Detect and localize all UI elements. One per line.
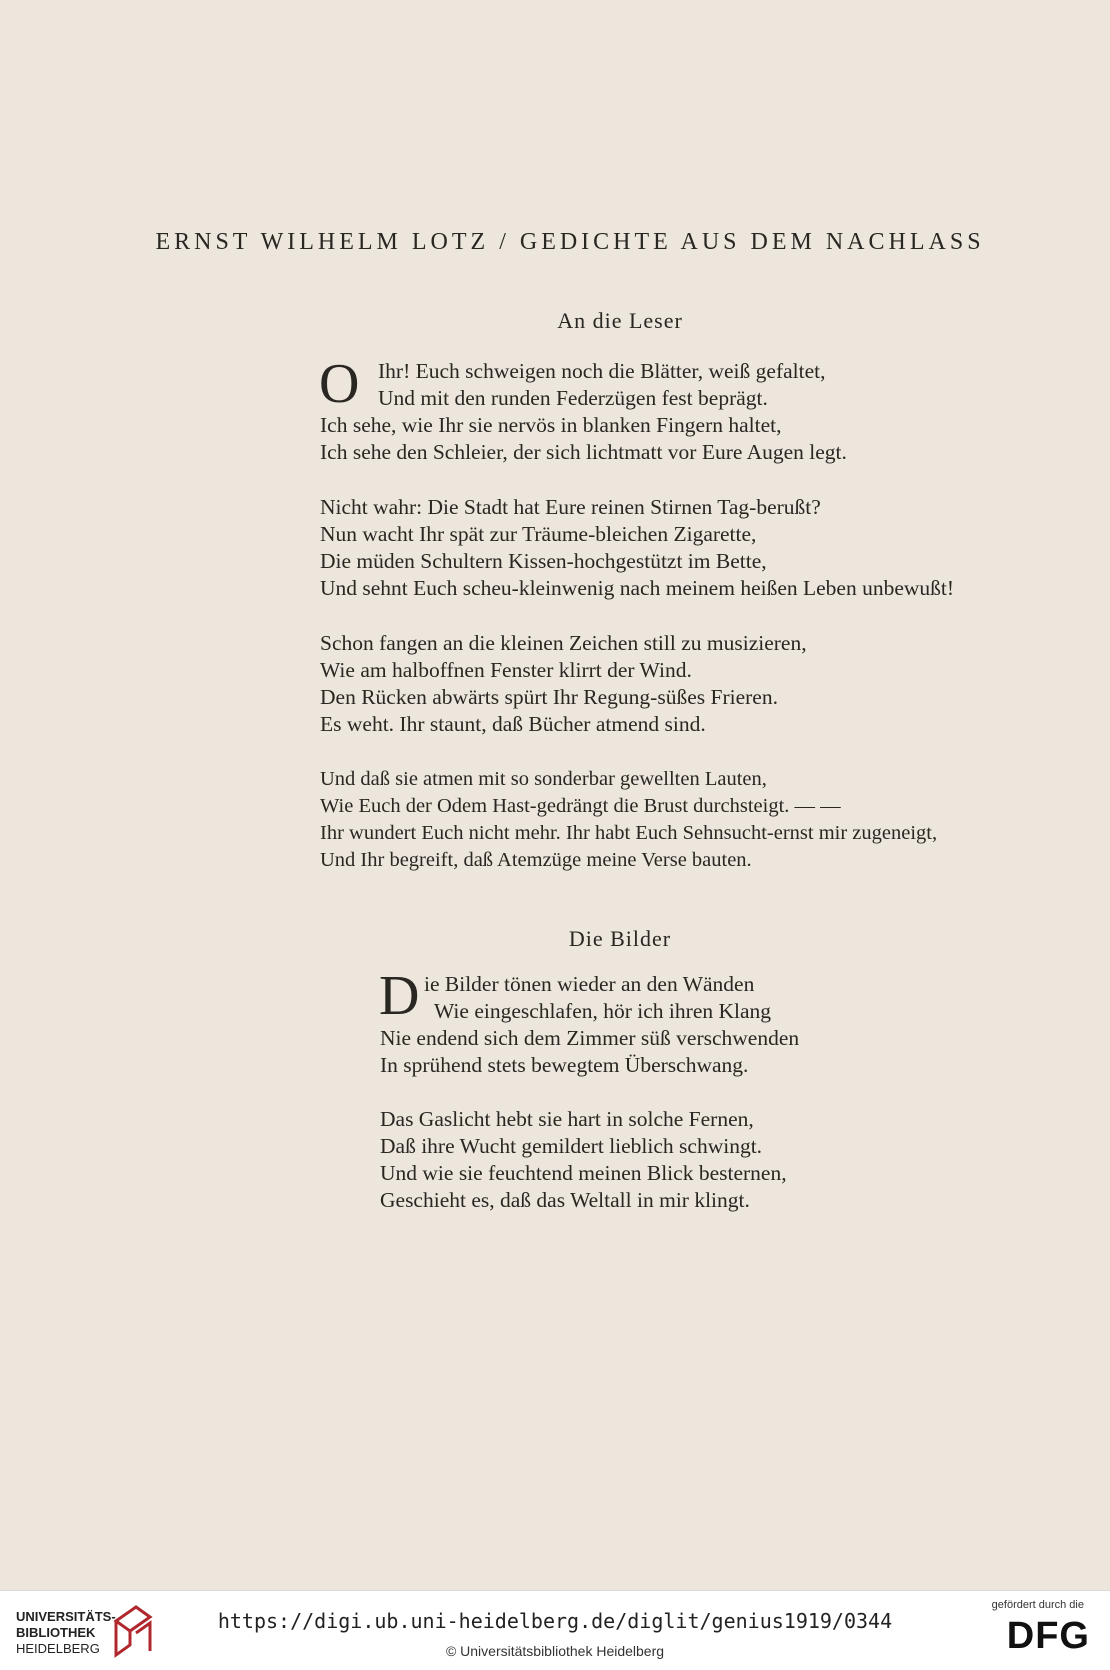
poem-title-die-bilder: Die Bilder bbox=[568, 926, 672, 951]
verse-line: Und mit den runden Federzügen fest beprägt. bbox=[378, 386, 768, 410]
stanza bbox=[320, 766, 937, 874]
permalink-url[interactable]: https://digi.ub.uni-heidelberg.de/diglit/genius1919/0344 bbox=[217, 1609, 893, 1633]
verse-line: Wie Euch der Odem Hast-gedrängt die Brust durchsteigt. — — bbox=[320, 795, 841, 817]
verse-line: Und Ihr begreift, daß Atemzüge meine Verse bauten. bbox=[320, 849, 752, 871]
logo-line: BIBLIOTHEK bbox=[16, 1625, 96, 1640]
verse-line: Das Gaslicht hebt sie hart in solche Fernen, bbox=[380, 1107, 754, 1131]
verse-line: Daß ihre Wucht gemildert lieblich schwingt. bbox=[380, 1134, 763, 1158]
verse-line: Ich sehe den Schleier, der sich lichtmatt vor Eure Augen legt. bbox=[320, 440, 847, 464]
stanza bbox=[319, 353, 847, 466]
verse-line: Und wie sie feuchtend meinen Blick besternen, bbox=[380, 1161, 787, 1185]
verse-line: Und sehnt Euch scheu-kleinwenig nach meinem heißen Leben unbewußt! bbox=[320, 576, 955, 600]
verse-line: Schon fangen an die kleinen Zeichen still zu musizieren, bbox=[320, 631, 807, 655]
verse-line: Wie eingeschlafen, hör ich ihren Klang bbox=[434, 999, 772, 1023]
logo-line: UNIVERSITÄTS- bbox=[16, 1609, 116, 1624]
verse-line: In sprühend stets bewegtem Überschwang. bbox=[380, 1053, 749, 1077]
verse-line: Es weht. Ihr staunt, daß Bücher atmend sind. bbox=[320, 712, 706, 736]
page-header: ERNST WILHELM LOTZ / GEDICHTE AUS DEM NACHLASS bbox=[155, 229, 985, 255]
verse-line: Ihr wundert Euch nicht mehr. Ihr habt Euch Sehnsucht-ernst mir zugeneigt, bbox=[320, 822, 938, 844]
verse-line: ie Bilder tönen wieder an den Wänden bbox=[424, 972, 755, 996]
verse-line: Die müden Schultern Kissen-hochgestützt im Bette, bbox=[320, 549, 767, 573]
verse-line: Geschieht es, daß das Weltall in mir klingt. bbox=[380, 1188, 750, 1212]
verse-line: Wie am halboffnen Fenster klirrt der Wind. bbox=[320, 658, 692, 682]
verse-line: Ihr! Euch schweigen noch die Blätter, weiß gefaltet, bbox=[378, 359, 826, 383]
stanza bbox=[380, 971, 799, 1079]
dropcap: D bbox=[379, 965, 420, 1027]
stanza bbox=[380, 1106, 787, 1214]
dfg-logo[interactable]: DFG bbox=[1006, 1615, 1090, 1657]
verse-line: Und daß sie atmen mit so sonderbar gewellten Lauten, bbox=[320, 768, 767, 790]
footer-bar bbox=[0, 1590, 1110, 1670]
verse-line: Nicht wahr: Die Stadt hat Eure reinen Stirnen Tag-berußt? bbox=[320, 495, 821, 519]
poem-title-an-die-leser: An die Leser bbox=[557, 308, 683, 333]
dropcap: O bbox=[319, 353, 360, 415]
verse-line: Nun wacht Ihr spät zur Träume-bleichen Zigarette, bbox=[320, 522, 757, 546]
verse-line: Ich sehe, wie Ihr sie nervös in blanken Fingern haltet, bbox=[320, 413, 782, 437]
stanza bbox=[320, 630, 807, 738]
logo-line: HEIDELBERG bbox=[16, 1641, 100, 1656]
copyright-notice: © Universitätsbibliothek Heidelberg bbox=[445, 1643, 665, 1659]
stanza bbox=[320, 494, 954, 602]
verse-line: Den Rücken abwärts spürt Ihr Regung-süßes Frieren. bbox=[320, 685, 778, 709]
verse-line: Nie endend sich dem Zimmer süß verschwenden bbox=[380, 1026, 800, 1050]
funding-note: gefördert durch die bbox=[991, 1599, 1084, 1611]
